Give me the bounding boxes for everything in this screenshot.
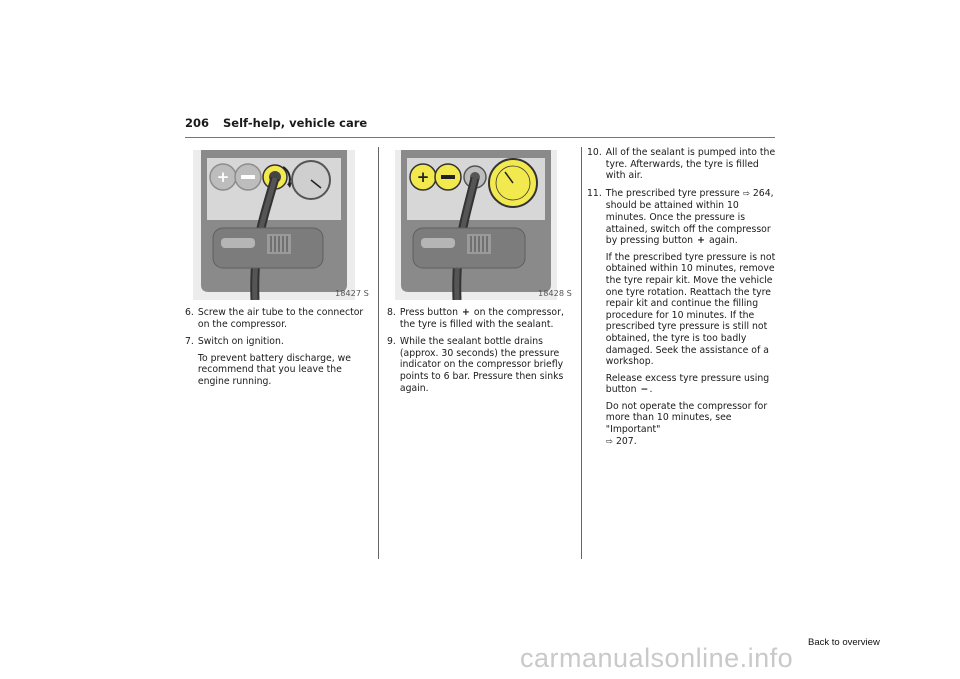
figure-compressor-filling xyxy=(395,150,557,300)
plus-symbol-icon: + xyxy=(697,235,705,247)
step-10 xyxy=(587,147,777,182)
step-note: If the prescribed tyre pressure is not obtained within 10 minutes, remove the tyre repair kit. Move the vehicle one tyre rotation. Reattach the tyre repair kit and continue the filling procedure for 10 minutes. If the prescribed tyre pressure is still not obtained, the tyre is too badly damaged. Seek the assistance of a workshop. xyxy=(605,251,776,368)
step-number: 7. xyxy=(185,336,194,348)
step-number: 11. xyxy=(587,187,602,199)
page-header xyxy=(185,116,367,130)
svg-text:+: + xyxy=(416,168,430,186)
step-text: Switch on ignition. xyxy=(197,336,284,348)
page-ref-link[interactable]: 207. xyxy=(615,435,637,447)
column-2-text xyxy=(387,307,574,400)
step-text: Press button + on the compressor, the tyre is filled with the sealant. xyxy=(399,307,564,330)
step-note: Release excess tyre pressure using button −. xyxy=(605,372,770,396)
minus-symbol-icon: − xyxy=(640,384,649,396)
step-11 xyxy=(587,188,777,448)
step-number: 9. xyxy=(387,336,396,348)
page-ref-arrow-icon: ⇨ xyxy=(742,188,750,199)
step-text: All of the sealant is pumped into the tyre. Afterwards, the tyre is filled with air. xyxy=(605,147,776,182)
plus-symbol-icon: + xyxy=(462,307,470,318)
step-8 xyxy=(387,307,574,330)
step-7 xyxy=(185,336,370,387)
page-ref-arrow-icon: ⇨ xyxy=(605,436,613,447)
figure-compressor-connect-tube xyxy=(193,150,355,300)
page-number: 206 xyxy=(185,116,210,130)
figure-caption-1: 18427 S xyxy=(335,288,369,298)
step-number: 10. xyxy=(587,147,602,158)
step-9 xyxy=(387,336,574,394)
compressor-illustration-1 xyxy=(193,150,355,300)
step-text: Screw the air tube to the connector on the compressor. xyxy=(197,307,364,330)
step-number: 8. xyxy=(387,307,396,318)
step-text: The prescribed tyre pressure ⇨ 264, should be attained within 10 minutes. Once the pressure is attained, switch off the compressor by pressing button + again. xyxy=(605,187,774,247)
step-text: While the sealant bottle drains (approx. 30 seconds) the pressure indicator on the compressor briefly points to 6 bar. Pressure then sinks again. xyxy=(399,336,564,394)
column-1-text xyxy=(185,307,370,394)
figure-caption-2: 18428 S xyxy=(538,288,572,298)
step-6 xyxy=(185,307,370,330)
step-number: 6. xyxy=(185,307,194,318)
watermark: carmanualsonline.info xyxy=(520,643,794,673)
column-divider-1 xyxy=(378,147,379,559)
section-title: Self-help, vehicle care xyxy=(223,116,368,130)
svg-text:+: + xyxy=(216,168,230,186)
compressor-illustration-2 xyxy=(395,150,557,300)
column-3-text xyxy=(587,147,777,454)
step-note: Do not operate the compressor for more than 10 minutes, see "Important" ⇨ 207. xyxy=(605,400,768,447)
step-note: To prevent battery discharge, we recommend that you leave the engine running. xyxy=(197,352,352,387)
back-to-overview-link[interactable]: Back to overview xyxy=(808,637,880,648)
page-ref-link[interactable]: 264, xyxy=(752,187,774,199)
header-rule xyxy=(185,137,775,138)
column-divider-2 xyxy=(581,147,582,559)
